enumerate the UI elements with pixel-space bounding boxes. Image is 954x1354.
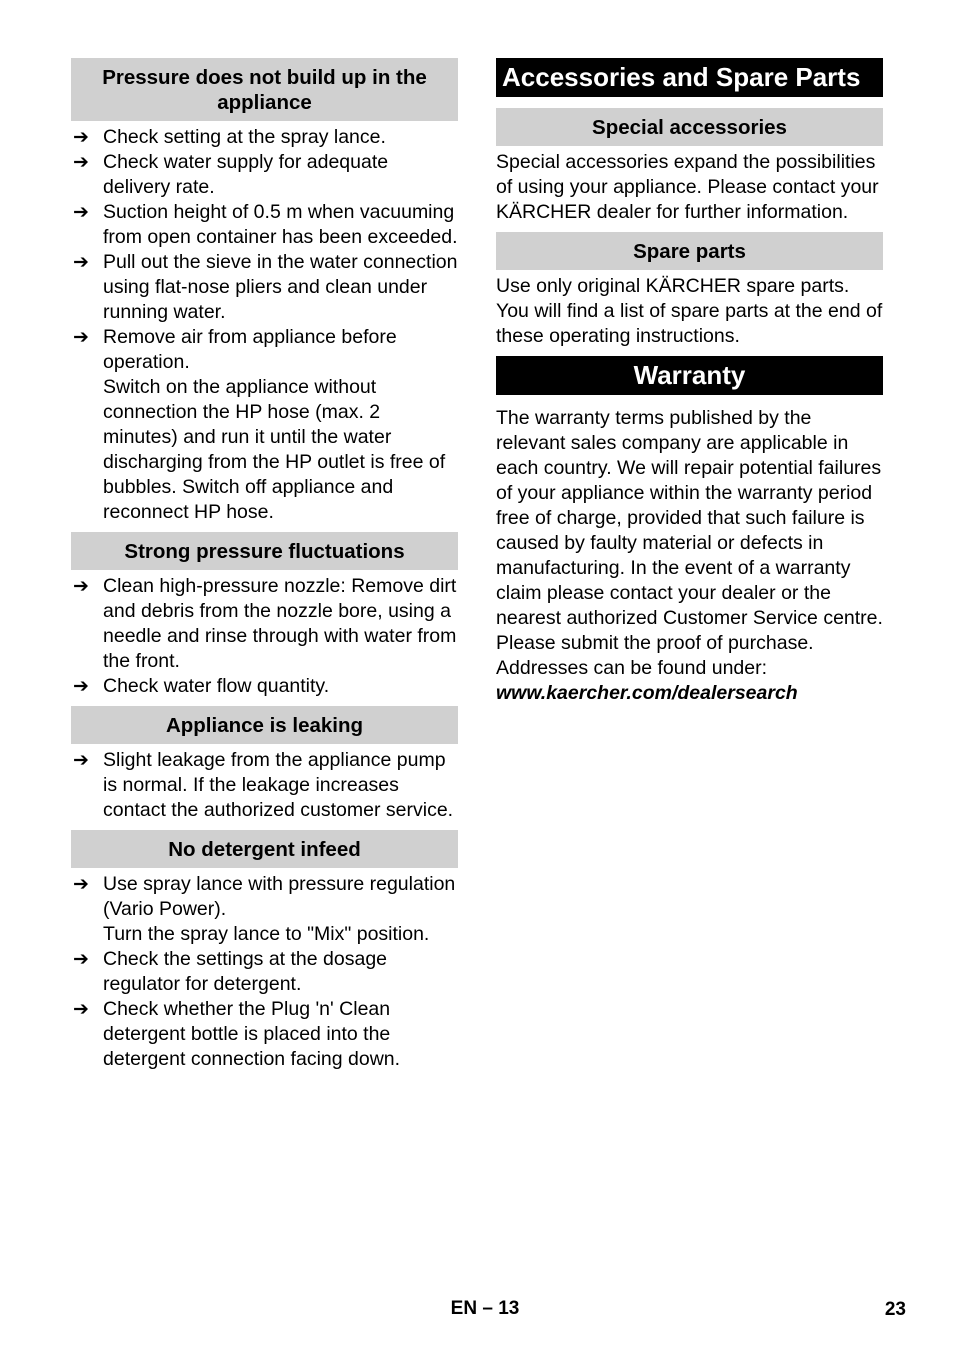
list-item: ➔ Pull out the sieve in the water connection using flat-nose pliers and clean under running water.	[73, 251, 458, 323]
instruction-list	[71, 872, 458, 1072]
arrow-right-icon: ➔	[73, 999, 89, 1020]
arrow-right-icon: ➔	[73, 152, 89, 173]
warranty-address-label: Addresses can be found under:	[496, 657, 768, 679]
section-heading: Strong pressure fluctuations	[71, 532, 458, 570]
instruction-list	[71, 748, 458, 823]
list-item: ➔ Clean high-pressure nozzle: Remove dirt and debris from the nozzle bore, using a needle and rinse through with water from the front.	[73, 575, 457, 672]
instruction-list	[71, 574, 458, 699]
section-appliance-leaking	[71, 706, 458, 823]
special-accessories-heading: Special accessories	[496, 108, 883, 146]
special-accessories-text: Special accessories expand the possibilities of using your appliance. Please contact your KÄRCHER dealer for further information.	[496, 151, 879, 223]
spare-parts-heading: Spare parts	[496, 232, 883, 270]
section-no-detergent	[71, 830, 458, 1072]
section-pressure-build	[71, 58, 458, 525]
section-heading: Pressure does not build up in the appliance	[71, 58, 458, 121]
list-item: ➔ Suction height of 0.5 m when vacuuming from open container has been exceeded.	[73, 201, 458, 248]
arrow-right-icon: ➔	[73, 327, 89, 348]
list-item: ➔ Check whether the Plug 'n' Clean detergent bottle is placed into the detergent connection facing down.	[73, 998, 401, 1070]
list-item: ➔ Check setting at the spray lance.	[73, 126, 386, 148]
section-pressure-fluctuations	[71, 532, 458, 699]
section-heading: No detergent infeed	[71, 830, 458, 868]
list-item: ➔ Check water flow quantity.	[73, 675, 330, 697]
left-column	[71, 58, 458, 1079]
arrow-right-icon: ➔	[73, 202, 89, 223]
arrow-right-icon: ➔	[73, 127, 89, 148]
arrow-right-icon: ➔	[73, 576, 89, 597]
accessories-heading: Accessories and Spare Parts	[496, 58, 883, 97]
list-item: ➔ Use spray lance with pressure regulation (Vario Power). Turn the spray lance to "Mix" position.	[73, 873, 456, 945]
dealer-search-link[interactable]: www.kaercher.com/dealersearch	[496, 682, 798, 704]
spare-parts-text: Use only original KÄRCHER spare parts. You will find a list of spare parts at the end of these operating instructions.	[496, 275, 883, 347]
right-column	[496, 58, 883, 713]
list-item: ➔ Slight leakage from the appliance pump is normal. If the leakage increases contact the authorized customer service.	[73, 749, 454, 821]
list-item: ➔ Remove air from appliance before operation. Switch on the appliance without connection the HP hose (max. 2 minutes) and run it until the water discharging from the HP outlet is free of bubbles. Switch off appliance and reconnect HP hose.	[73, 326, 446, 523]
arrow-right-icon: ➔	[73, 750, 89, 771]
instruction-list	[71, 125, 458, 525]
arrow-right-icon: ➔	[73, 949, 89, 970]
arrow-right-icon: ➔	[73, 874, 89, 895]
warranty-text: The warranty terms published by the relevant sales company are applicable in each country. We will repair potential failures of your appliance within the warranty period free of charge, provided that such failure is caused by faulty material or defects in manufacturing. In the event of a warranty claim please contact your dealer or the nearest authorized Customer Service centre. Please submit the proof of purchase.	[496, 407, 883, 654]
arrow-right-icon: ➔	[73, 676, 89, 697]
list-item: ➔ Check the settings at the dosage regulator for detergent.	[73, 948, 388, 995]
warranty-heading: Warranty	[496, 356, 883, 395]
page-number: 23	[884, 1299, 906, 1320]
section-heading: Appliance is leaking	[71, 706, 458, 744]
arrow-right-icon: ➔	[73, 252, 89, 273]
list-item: ➔ Check water supply for adequate delivery rate.	[73, 151, 389, 198]
section-page-label: EN – 13	[450, 1298, 520, 1319]
